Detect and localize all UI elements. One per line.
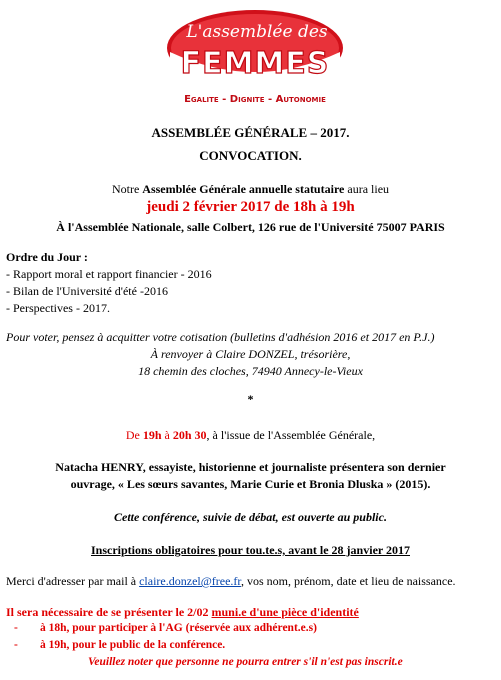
conference-time-start: 19h [142, 428, 162, 442]
intro-bold: Assemblée Générale annuelle statutaire [142, 182, 345, 196]
conference-time [0, 428, 501, 443]
id-notice-item [14, 622, 317, 634]
conference-time-prefix: De [125, 428, 143, 442]
conference-speaker: Natacha HENRY, essayiste, historienne et journaliste présentera son dernier [55, 460, 446, 474]
agenda-item: - Perspectives - 2017. [6, 301, 110, 315]
conference-open-note: Cette conférence, suivie de débat, est ouverte au public. [114, 510, 387, 524]
registration-heading: Inscriptions obligatoires pour tou.te.s, avant le 28 janvier 2017 [90, 543, 410, 557]
separator: * [247, 392, 254, 406]
vote-address: 18 chemin des cloches, 74940 Annecy-le-Vieux [138, 364, 363, 378]
meeting-date: jeudi 2 février 2017 de 18h à 19h [146, 199, 355, 215]
logo-tagline: Egalite - Dignite - Autonomie [184, 94, 326, 105]
conference-book: ouvrage, « Les sœurs savantes, Marie Curie et Bronia Dluska » (2015). [70, 477, 431, 491]
intro-suffix: aura lieu [344, 182, 390, 196]
vote-line: Pour voter, pensez à acquitter votre cotisation (bulletins d'adhésion 2016 et 2017 en P.J.) [6, 330, 435, 344]
page-title: ASSEMBLÉE GÉNÉRALE – 2017. [151, 125, 350, 140]
logo-script-text: L'assemblée des [186, 22, 328, 42]
intro-prefix: Notre [111, 182, 143, 196]
id-notice-final: Veuillez noter que personne ne pourra entrer s'il n'est pas inscrit.e [88, 656, 403, 668]
id-notice-item-text: à 19h, pour le public de la conférence. [40, 639, 226, 651]
registration-prefix: Merci d'adresser par mail à [6, 574, 140, 588]
intro-line [0, 182, 501, 197]
meeting-location: À l'Assemblée Nationale, salle Colbert, 126 rue de l'Université 75007 PARIS [56, 220, 445, 234]
page-subtitle: CONVOCATION. [199, 148, 302, 163]
dash-bullet-icon: - [14, 639, 18, 651]
registration-suffix: , vos nom, prénom, date et lieu de naissance. [240, 574, 456, 588]
id-notice-underlined: muni.e d'une pièce d'identité [211, 605, 359, 619]
agenda-item: - Rapport moral et rapport financier - 2016 [6, 267, 212, 281]
conference-time-suffix: , à l'issue de l'Assemblée Générale, [206, 428, 376, 442]
logo-big-text: FEMMES [180, 46, 330, 81]
id-notice-prefix: Il sera nécessaire de se présenter le 2/02 [6, 605, 212, 619]
vote-send-to: À renvoyer à Claire DONZEL, trésorière, [150, 347, 351, 361]
conference-time-mid: à [161, 428, 173, 442]
id-notice-item [14, 639, 225, 651]
id-notice-item-text: à 18h, pour participer à l'AG (réservée aux adhérent.e.s) [40, 622, 317, 634]
id-notice-line [6, 605, 359, 620]
conference-time-end: 20h 30 [172, 428, 207, 442]
logo [160, 8, 350, 108]
agenda-item: - Bilan de l'Université d'été -2016 [6, 284, 168, 298]
dash-bullet-icon: - [14, 622, 18, 634]
registration-line [6, 574, 456, 589]
email-link[interactable]: claire.donzel@free.fr [139, 574, 241, 588]
agenda-title: Ordre du Jour : [6, 250, 88, 264]
